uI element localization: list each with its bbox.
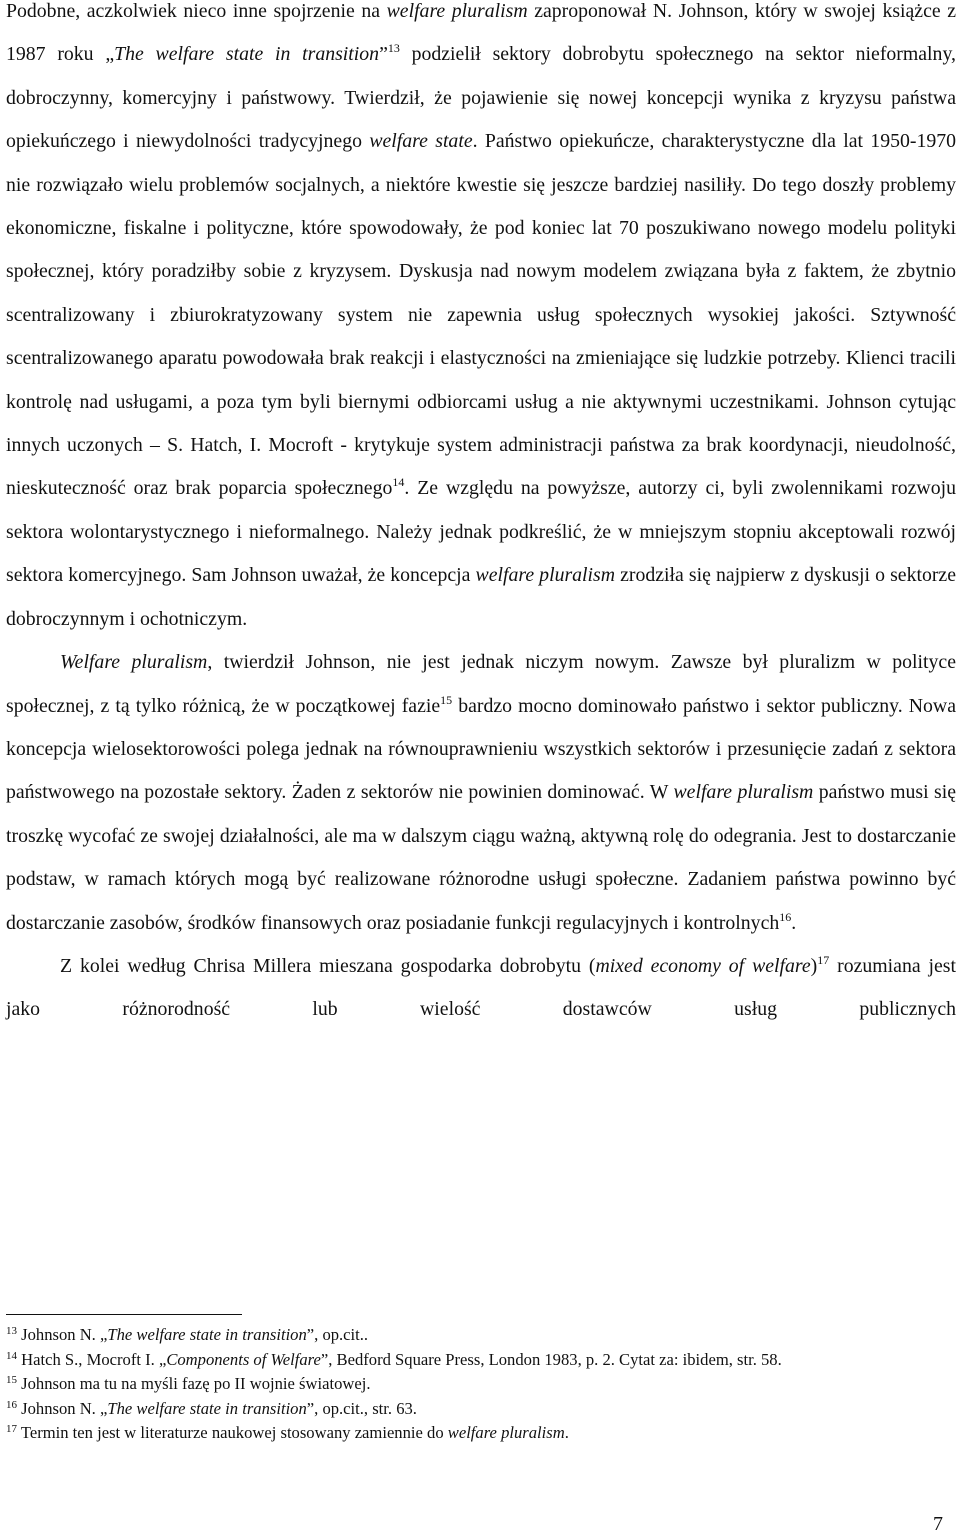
text-run: Podobne, aczkolwiek nieco inne spojrzenie na (6, 0, 387, 22)
page-number: 7 (933, 1513, 943, 1535)
footnote-reference: 16 (779, 909, 792, 924)
text-run: bardzo mocno dominowało państwo i sektor publiczny. Nowa koncepcja wielosektorowości polega jednak na równouprawnieniu wszystkich sektorów i przesunięcie zadań z sektora państwowego na pozostałe sektory. Żaden z sektorów nie powinien dominować. W (6, 694, 956, 804)
text-run: Johnson N. „ (17, 1398, 108, 1418)
text-run: . (791, 911, 797, 934)
text-run: ” (379, 43, 388, 66)
italic-text-run: mixed economy of welfare (595, 954, 811, 977)
footnote-reference: 17 (817, 952, 830, 967)
paragraph-2 (6, 641, 956, 945)
italic-text-run: welfare pluralism (386, 0, 528, 22)
footnote-reference: 15 (440, 692, 453, 707)
footnote-reference: 13 (387, 41, 400, 56)
italic-text-run: The welfare state in transition (107, 1325, 307, 1344)
italic-text-run: welfare pluralism (673, 781, 814, 804)
italic-text-run: Welfare pluralism (60, 651, 208, 674)
text-run: ”, op.cit.. (306, 1325, 369, 1344)
paragraph-3 (6, 945, 956, 1032)
footnote-separator (6, 1314, 242, 1315)
footnote-number: 15 (6, 1374, 17, 1386)
text-run: , twierdził Johnson, nie jest jednak niczym nowym. Zawsze był pluralizm w polityce społecznej, z tą tylko różnicą, że w początkowej fazie (6, 651, 956, 717)
text-run: podzielił sektory dobrobytu społecznego na sektor nieformalny, dobroczynny, komercyjny i państwowy. Twierdził, że pojawienie się nowej koncepcji wynika z kryzysu państwa opiekuńczego i niewydolności tradycyjnego (6, 43, 956, 153)
italic-text-run: welfare pluralism (475, 564, 616, 587)
italic-text-run: welfare state (369, 130, 473, 153)
italic-text-run: Components of Welfare (166, 1349, 321, 1369)
text-run: Johnson N. „ (17, 1325, 108, 1344)
footnote-number: 17 (6, 1423, 17, 1435)
paragraph-1 (6, 0, 956, 641)
italic-text-run: The welfare state in transition (107, 1398, 307, 1418)
text-run: . (564, 1423, 569, 1442)
footnote-number: 13 (6, 1325, 17, 1337)
footnote-17 (6, 1421, 956, 1446)
text-run: Johnson ma tu na myśli fazę po II wojnie światowej. (17, 1374, 371, 1393)
footnote-15 (6, 1372, 956, 1397)
text-run: . Państwo opiekuńcze, charakterystyczne dla lat 1950-1970 nie rozwiązało wielu problemów socjalnych, a niektóre kwestie się jeszcze bardziej nasiliły. Do tego doszły problemy ekonomiczne, fiskalne i polityczne, które spowodowały, że pod koniec lat 70 poszukiwano nowego modelu polityki społecznej, który poradziłby sobie z kryzysem. Dyskusja nad nowym modelem związana była z faktem, że zbytnio scentralizowany i zbiurokratyzowany system nie zapewnia usług społecznych wysokiej jakości. Sztywność scentralizowanego aparatu powodowała brak reakcji i elastyczności na zmieniające się ludzkie potrzeby. Klienci tracili kontrolę nad usługami, a poza tym byli biernymi odbiorcami usług a nie aktywnymi uczestnikami. Johnson cytując innych uczonych – S. Hatch, I. Mocroft - krytykuje system administracji państwa za brak koordynacji, nieudolność, nieskuteczność oraz brak poparcia społecznego (6, 130, 957, 500)
footnote-number: 16 (6, 1398, 17, 1411)
text-run: ”, op.cit., str. 63. (306, 1398, 417, 1418)
italic-text-run: The welfare state in transition (114, 43, 380, 66)
footnote-13 (6, 1323, 956, 1348)
text-run: Hatch S., Mocroft I. „ (17, 1349, 167, 1369)
body-text (6, 0, 956, 1032)
text-run: ) (810, 954, 818, 977)
text-run: rozumiana jest jako różnorodność lub wielość dostawców usług publicznych (6, 954, 956, 1021)
text-run: zrodziła się najpierw z dyskusji o sektorze dobroczynnym i ochotniczym. (6, 564, 956, 630)
footnotes (6, 1323, 956, 1446)
text-run: ”, Bedford Square Press, London 1983, p. 2. Cytat za: ibidem, str. 58. (320, 1349, 782, 1369)
text-run: Termin ten jest w literaturze naukowej stosowany zamiennie do (17, 1423, 448, 1442)
text-run: . Ze względu na powyższe, autorzy ci, byli zwolennikami rozwoju sektora wolontarystycznego i nieformalnego. Należy jednak podkreślić, że w mniejszym stopniu akceptowali rozwój sektora komercyjnego. Sam Johnson uważał, że koncepcja (6, 477, 956, 587)
footnote-16 (6, 1397, 956, 1422)
text-run: zaproponował N. Johnson, który w swojej książce z 1987 roku „ (6, 0, 957, 66)
footnote-number: 14 (6, 1349, 17, 1362)
italic-text-run: welfare pluralism (447, 1423, 565, 1442)
text-run: państwo musi się troszkę wycofać ze swojej działalności, ale ma w dalszym ciągu ważną, aktywną rolę do odegrania. Jest to dostarczanie podstaw, w ramach których mogą być realizowane różnorodne usługi społeczne. Zadaniem państwa powinno być dostarczanie zasobów, środków finansowych oraz posiadanie funkcji regulacyjnych i kontrolnych (6, 781, 957, 934)
footnote-14 (6, 1348, 956, 1373)
footnote-reference: 14 (392, 475, 405, 490)
text-run: Z kolei według Chrisa Millera mieszana gospodarka dobrobytu ( (60, 954, 596, 977)
